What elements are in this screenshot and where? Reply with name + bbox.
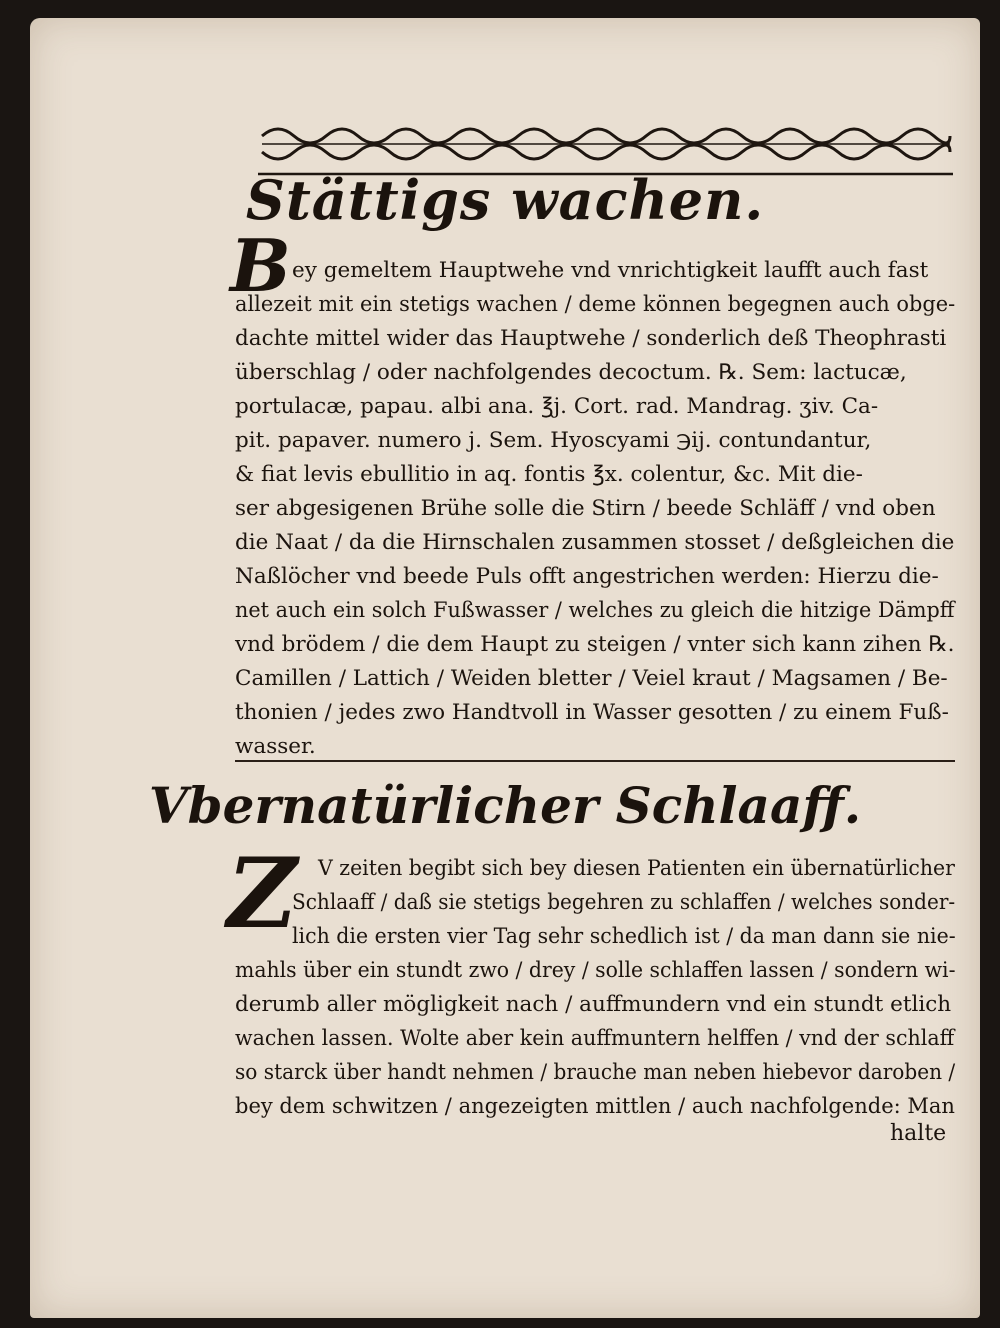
text-line: net auch ein solch Fußwasser / welches zu gleich die hitzige Dämpff [235, 598, 955, 623]
drop-cap-z: Z [227, 837, 298, 950]
text-line: Camillen / Lattich / Weiden bletter / Veiel kraut / Magsamen / Be- [235, 666, 948, 691]
catchword: halte [890, 1121, 947, 1146]
section-title-vbernatuerlicher-schlaaff: Vbernatürlicher Schlaaff. [148, 776, 862, 835]
text-line: überschlag / oder nachfolgendes decoctum. ℞. Sem: lactucæ, [235, 360, 907, 385]
text-line: allezeit mit ein stetigs wachen / deme können begegnen auch obge- [235, 292, 956, 317]
text-line: thonien / jedes zwo Handtvoll in Wasser gesotten / zu einem Fuß- [235, 700, 949, 725]
text-line: vnd brödem / die dem Haupt zu steigen / vnter sich kann zihen ℞. [235, 632, 955, 657]
section-divider [235, 760, 955, 762]
text-line: bey dem schwitzen / angezeigten mittlen / auch nachfolgende: Man [235, 1094, 955, 1119]
text-line: wachen lassen. Wolte aber kein auffmuntern helffen / vnd der schlaff [235, 1026, 955, 1051]
text-line: dachte mittel wider das Hauptwehe / sonderlich deß Theophrasti [235, 326, 947, 351]
text-line: ser abgesigenen Brühe solle die Stirn / beede Schläff / vnd oben [235, 496, 936, 521]
text-line: mahls über ein stundt zwo / drey / solle schlaffen lassen / sondern wi- [235, 958, 956, 983]
book-page [30, 18, 980, 1318]
text-line: ey gemeltem Hauptwehe vnd vnrichtigkeit laufft auch fast [292, 258, 929, 283]
text-line: pit. papaver. numero j. Sem. Hyoscyami ℈ij. contundantur, [235, 428, 872, 453]
section-title-staettigs-wachen: Stättigs wachen. [245, 168, 765, 232]
text-line: die Naat / da die Hirnschalen zusammen stosset / deßgleichen die [235, 530, 955, 555]
text-line: & fiat levis ebullitio in aq. fontis ℥x. colentur, &c. Mit die- [235, 462, 863, 487]
text-line: derumb aller mögligkeit nach / auffmundern vnd ein stundt etlich [235, 992, 952, 1017]
text-line: Naßlöcher vnd beede Puls offt angestrichen werden: Hierzu die- [235, 564, 939, 589]
text-line: Schlaaff / daß sie stetigs begehren zu schlaffen / welches sonder- [292, 890, 956, 915]
text-line: wasser. [235, 734, 316, 759]
text-line: V zeiten begibt sich bey diesen Patienten ein übernatürlicher [318, 856, 955, 881]
text-line: lich die ersten vier Tag sehr schedlich ist / da man dann sie nie- [292, 924, 956, 949]
text-line: so starck über handt nehmen / brauche man neben hiebevor daroben / [235, 1060, 956, 1085]
text-line: portulacæ, papau. albi ana. ℥j. Cort. rad. Mandrag. ʒiv. Ca- [235, 394, 879, 419]
drop-cap-b: B [230, 223, 291, 308]
